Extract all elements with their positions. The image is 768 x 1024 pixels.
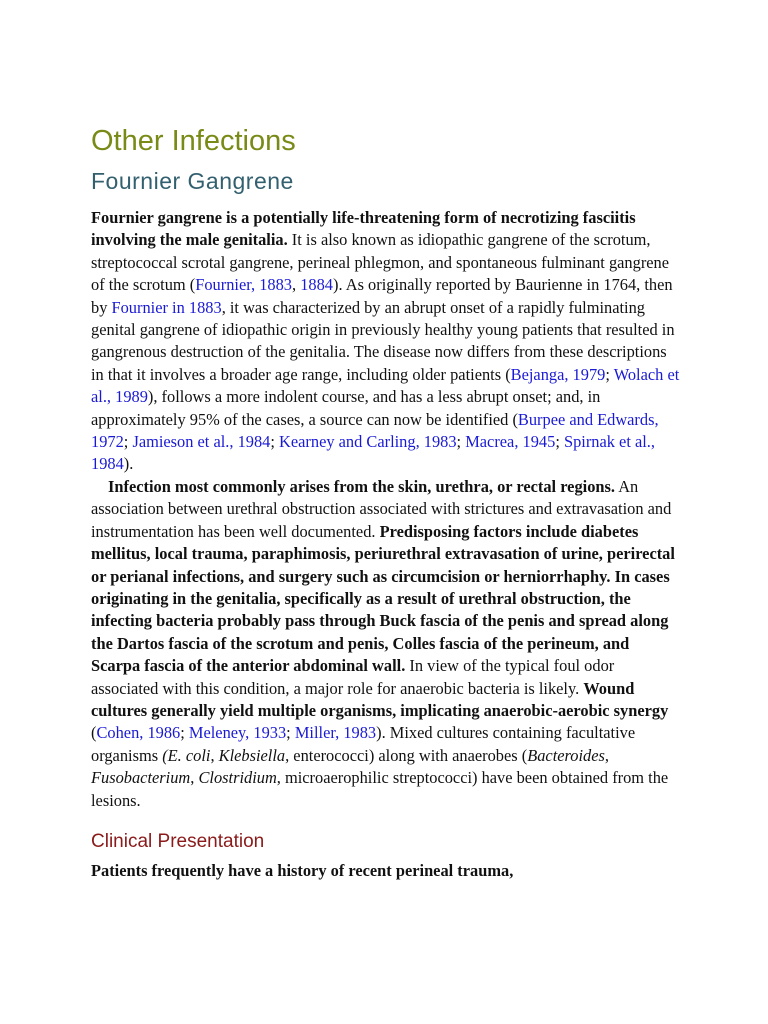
text: , enterococci) along with anaerobes ( <box>285 745 528 765</box>
paragraph-fournier-intro <box>91 207 681 476</box>
text: , it was characterized by an abrupt onset of a rapidly fulminating genital gangrene of idiopathic origin in previously healthy young patients that resulted in gangrenous destruction of the genitalia. The disease now differs from these descriptions in that it involves a broader age range, including older patients ( <box>91 297 675 384</box>
reference-link-meleney[interactable]: Meleney, 1933 <box>188 723 287 743</box>
text: , <box>292 275 301 295</box>
text: ). As originally reported by Baurienne in 1764, then by <box>91 275 673 317</box>
paragraph-infection-origin <box>91 476 681 812</box>
text: In view of the typical foul odor associated with this condition, a major role for anaerobic bacteria is likely. <box>91 656 615 698</box>
reference-link-miller[interactable]: Miller, 1983 <box>294 723 377 743</box>
text: An association between urethral obstruction associated with strictures and extravasation and instrumentation has been well documented. <box>91 476 672 541</box>
text: ). Mixed cultures containing facultative organisms <box>91 723 636 765</box>
text: ( <box>91 723 97 743</box>
reference-link-spirnak[interactable]: Spirnak et al., 1984 <box>91 432 656 474</box>
italic-text: Fusobacterium <box>91 768 191 788</box>
document-page <box>91 121 681 882</box>
reference-link-bejanga[interactable]: Bejanga, 1979 <box>510 364 606 384</box>
text: , <box>210 745 219 765</box>
text: ), follows a more indolent course, and has a less abrupt onset; and, in approximately 95% of the cases, a source can now be identified ( <box>91 387 601 429</box>
text: ; <box>555 432 564 452</box>
text: , <box>604 745 610 765</box>
reference-link-macrea[interactable]: Macrea, 1945 <box>465 432 556 452</box>
reference-link-burpee[interactable]: Burpee and Edwards, 1972 <box>91 409 659 452</box>
text: ; <box>456 432 466 452</box>
text: ; <box>286 723 295 743</box>
text: ). <box>123 454 134 474</box>
bold-text: Infection most commonly arises from the skin, urethra, or rectal regions. <box>108 476 615 496</box>
italic-text: (E. coli <box>162 745 211 765</box>
reference-link-wolach[interactable]: Wolach et al., 1989 <box>91 364 680 407</box>
section-title: Other Infections <box>91 125 296 157</box>
italic-text: Clostridium <box>198 768 277 788</box>
text: , <box>190 768 199 788</box>
italic-text: Bacteroides <box>527 745 605 765</box>
reference-link-jamieson[interactable]: Jamieson et al., 1984 <box>132 432 271 452</box>
text: ; <box>270 432 280 452</box>
clinical-presentation-title: Clinical Presentation <box>91 830 265 852</box>
reference-link-1884[interactable]: 1884 <box>300 275 333 295</box>
subsection-title: Fournier Gangrene <box>91 168 294 194</box>
text: It is also known as idiopathic gangrene of the scrotum, streptococcal scrotal gangrene, perineal phlegmon, and spontaneous fulminant gangrene of the scrotum ( <box>91 230 670 295</box>
reference-link-kearney[interactable]: Kearney and Carling, 1983 <box>279 432 457 452</box>
text: , microaerophilic streptococci) have been obtained from the lesions. <box>91 768 669 810</box>
bold-text: Patients frequently have a history of recent perineal trauma, <box>91 860 514 880</box>
reference-link-fournier-in-1883[interactable]: Fournier in 1883 <box>111 297 222 317</box>
bold-text: Wound cultures generally yield multiple organisms, implicating anaerobic-aerobic synergy <box>91 678 669 720</box>
text: ; <box>605 364 614 384</box>
bold-intro: Fournier gangrene is a potentially life-threatening form of necrotizing fasciitis involving the male genitalia. <box>91 208 636 250</box>
paragraph-clinical-presentation <box>91 860 681 882</box>
text: ; <box>180 723 189 743</box>
text: ; <box>123 432 133 452</box>
reference-link-fournier-1883[interactable]: Fournier, 1883 <box>195 275 293 295</box>
reference-link-cohen[interactable]: Cohen, 1986 <box>96 723 181 743</box>
italic-text: Klebsiella <box>218 745 286 765</box>
bold-text: Predisposing factors include diabetes mellitus, local trauma, paraphimosis, periurethral extravasation of urine, perirectal or perianal infections, and surgery such as circumcision or herniorrhaphy. In cases originating in the genitalia, specifically as a result of urethral obstruction, the infecting bacteria probably pass through Buck fascia of the penis and spread along the Dartos fascia of the scrotum and penis, Colles fascia of the perineum, and Scarpa fascia of the anterior abdominal wall. <box>91 521 675 676</box>
